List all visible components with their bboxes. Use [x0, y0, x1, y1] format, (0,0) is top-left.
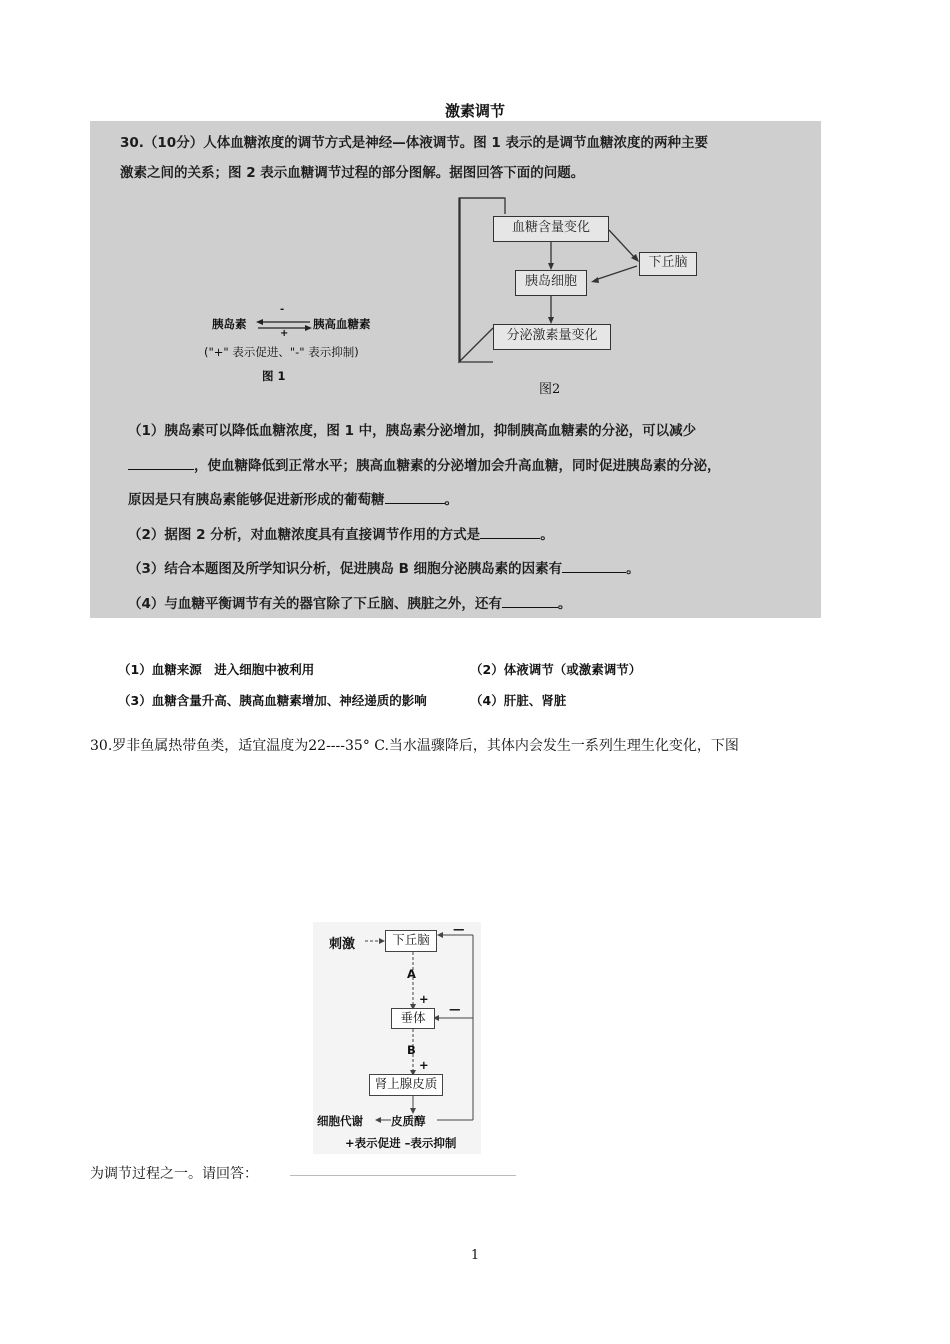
question-intro-line1: 30.（10分）人体血糖浓度的调节方式是神经—体液调节。图 1 表示的是调节血糖浓度的两种主要	[120, 135, 708, 151]
subquestion-1-line3: 原因是只有胰岛素能够促进新形成的葡萄糖 。	[128, 492, 458, 508]
tilapia-question-line1: 30.罗非鱼属热带鱼类，适宜温度为22----35° C.当水温骤降后，其体内会发生一系列生理生化变化，下图	[90, 738, 739, 754]
answer-blank[interactable]	[128, 457, 194, 470]
fig2-blood-glucose-box: 血糖含量变化	[493, 216, 609, 242]
subquestion-1-line1: （1）胰岛素可以降低血糖浓度，图 1 中，胰岛素分泌增加，抑制胰高血糖素的分泌，可以减少	[128, 423, 697, 439]
figure-1	[200, 304, 420, 390]
answer-blank[interactable]	[385, 491, 445, 504]
subquestion-4: （4）与血糖平衡调节有关的器官除了下丘脑、胰脏之外，还有 。	[128, 596, 572, 612]
answer-1: （1）血糖来源 进入细胞中被利用	[118, 662, 315, 677]
adrenal-cortex-box: 肾上腺皮质	[369, 1074, 443, 1096]
fig1-insulin-label: 胰岛素	[212, 317, 247, 331]
page-number: 1	[470, 1248, 480, 1263]
diagram-legend: +表示促进 –表示抑制	[345, 1136, 457, 1150]
question-intro-line2: 激素之间的关系；图 2 表示血糖调节过程的部分图解。据图回答下面的问题。	[120, 165, 585, 181]
answer-blank[interactable]	[480, 526, 540, 539]
fig2-caption: 图2	[539, 382, 561, 397]
answer-blank[interactable]	[562, 560, 626, 573]
fig1-glucagon-label: 胰高血糖素	[313, 317, 371, 331]
fig1-minus: -	[280, 304, 285, 315]
hormone-axis-diagram	[313, 922, 481, 1154]
fig1-plus: +	[280, 328, 289, 339]
hormone-b-label: B	[407, 1043, 416, 1057]
fig2-islet-cell-box: 胰岛细胞	[515, 270, 587, 296]
metabolism-label: 细胞代谢	[317, 1114, 363, 1128]
answer-2: （2）体液调节（或激素调节）	[470, 662, 642, 677]
separator-line	[290, 1175, 516, 1176]
page-title: 激素调节	[444, 102, 505, 120]
stimulus-label: 刺激	[329, 937, 356, 952]
hormone-a-label: A	[407, 967, 416, 981]
hypothalamus-box: 下丘脑	[385, 930, 437, 952]
fig2-hypothalamus-box: 下丘脑	[639, 252, 697, 276]
minus-sign: —	[449, 1002, 461, 1016]
answer-blank[interactable]	[502, 595, 558, 608]
subquestion-2: （2）据图 2 分析，对血糖浓度具有直接调节作用的方式是 。	[128, 527, 554, 543]
fig1-legend: ("+" 表示促进、"-" 表示抑制)	[204, 345, 359, 359]
pituitary-box: 垂体	[391, 1008, 435, 1029]
figure-2	[455, 196, 715, 396]
fig2-hormone-secretion-box: 分泌激素量变化	[493, 324, 611, 350]
fig1-caption: 图 1	[262, 369, 286, 383]
plus-sign: +	[419, 992, 429, 1006]
cortisol-label: 皮质醇	[391, 1114, 426, 1128]
answer-4: （4）肝脏、肾脏	[470, 693, 567, 708]
tilapia-question-line2: 为调节过程之一。请回答：	[90, 1166, 258, 1182]
subquestion-1-line2: ，使血糖降低到正常水平；胰高血糖素的分泌增加会升高血糖，同时促进胰岛素的分泌，	[128, 454, 721, 474]
answer-3: （3）血糖含量升高、胰高血糖素增加、神经递质的影响	[118, 693, 427, 708]
subquestion-3: （3）结合本题图及所学知识分析，促进胰岛 B 细胞分泌胰岛素的因素有 。	[128, 561, 640, 577]
minus-sign: —	[453, 922, 465, 936]
plus-sign: +	[419, 1058, 429, 1072]
